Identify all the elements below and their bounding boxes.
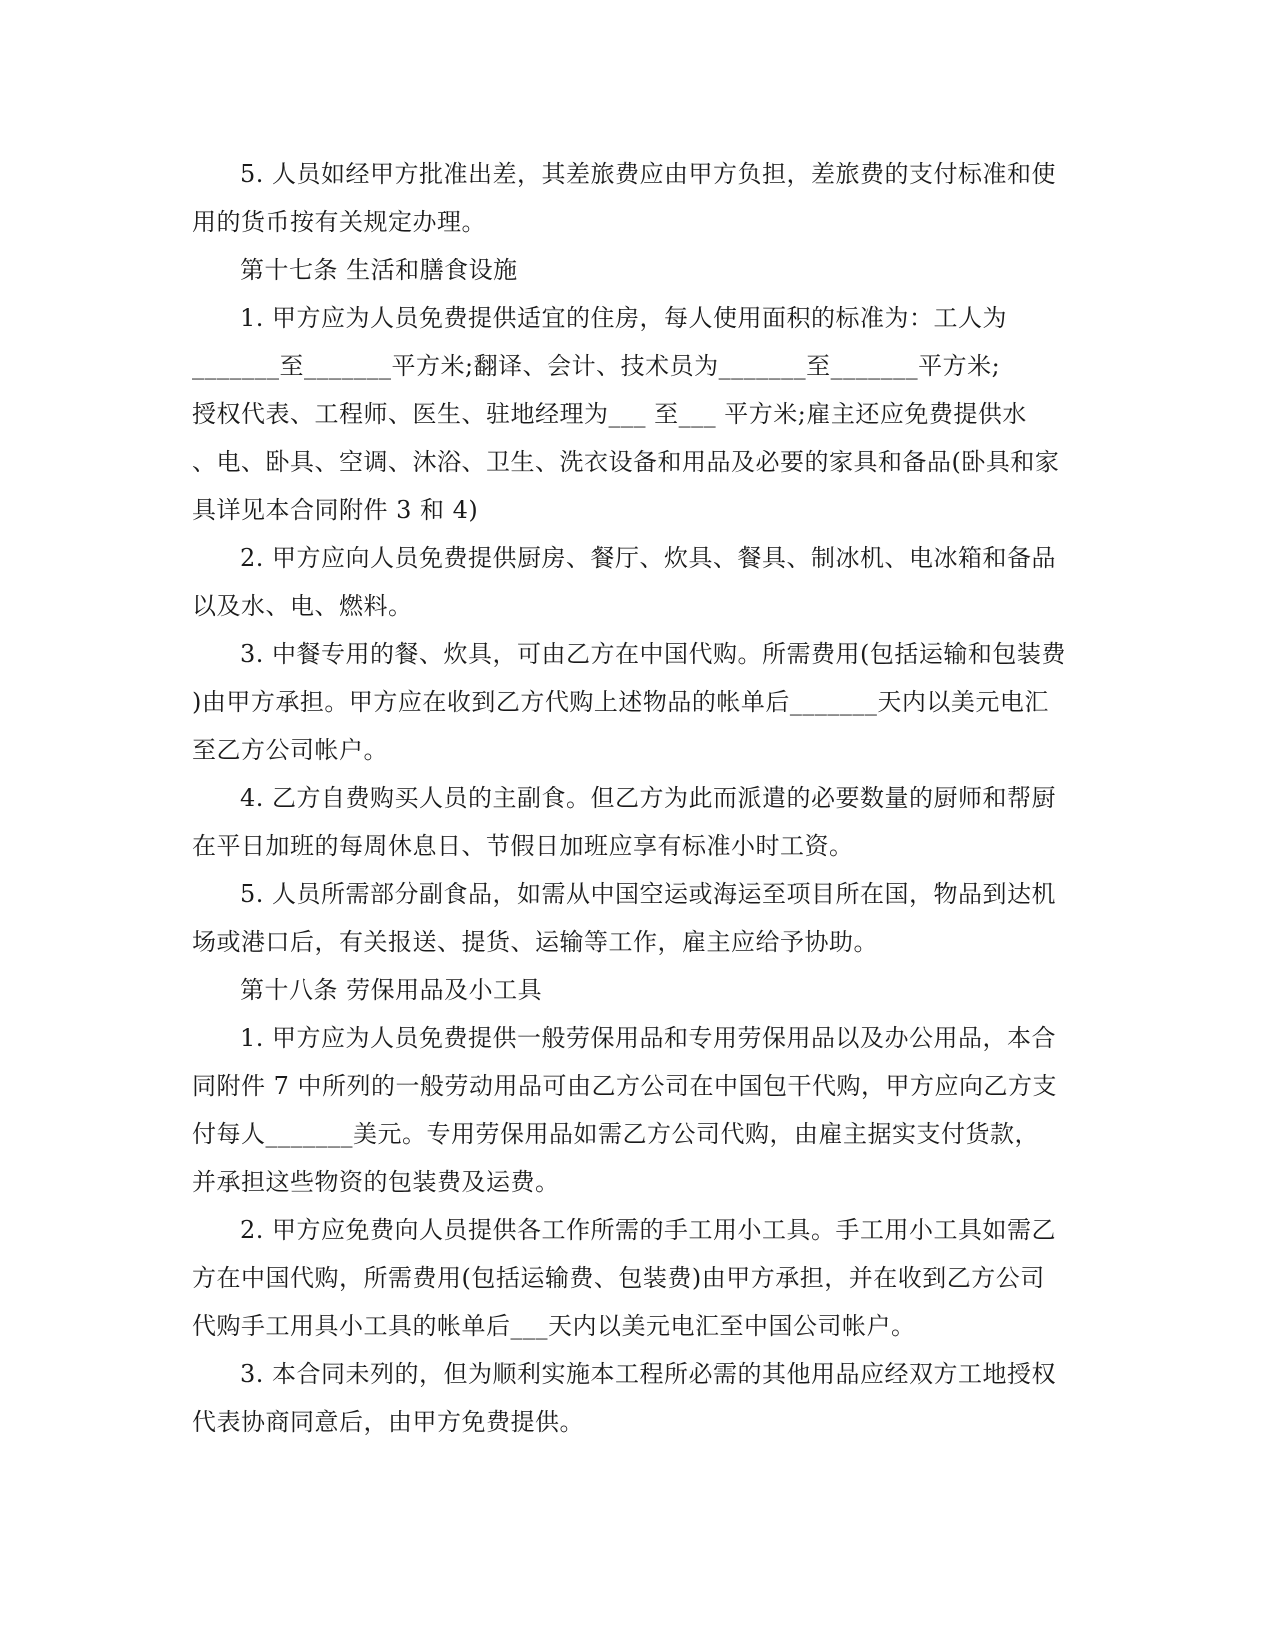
clause-paragraph — [192, 630, 1080, 774]
text-line: 用的货币按有关规定办理。 — [192, 208, 486, 236]
text-line: 5. 人员如经甲方批准出差，其差旅费应由甲方负担，差旅费的支付标准和使 — [240, 160, 1057, 188]
clause-paragraph — [192, 1206, 1080, 1350]
text-line: 场或港口后，有关报送、提货、运输等工作，雇主应给予协助。 — [192, 928, 878, 956]
clause-paragraph — [192, 534, 1080, 630]
text-line: 、电、卧具、空调、沐浴、卫生、洗衣设备和用品及必要的家具和备品(卧具和家 — [192, 448, 1060, 476]
text-line: 2. 甲方应向人员免费提供厨房、餐厅、炊具、餐具、制冰机、电冰箱和备品 — [240, 544, 1057, 572]
text-line: 具详见本合同附件 3 和 4) — [192, 496, 479, 524]
text-line: 付每人_______美元。专用劳保用品如需乙方公司代购，由雇主据实支付货款， — [192, 1120, 1039, 1148]
text-line: 同附件 7 中所列的一般劳动用品可由乙方公司在中国包干代购，甲方应向乙方支 — [192, 1072, 1058, 1100]
clause-paragraph — [192, 1350, 1080, 1446]
text-line: 代表协商同意后，由甲方免费提供。 — [192, 1408, 584, 1436]
clause-paragraph — [192, 774, 1080, 870]
text-line: 1. 甲方应为人员免费提供适宜的住房，每人使用面积的标准为：工人为 — [240, 304, 1008, 332]
clause-paragraph — [192, 150, 1080, 246]
text-line: 第十七条 生活和膳食设施 — [240, 256, 518, 284]
document-body — [192, 150, 1080, 1446]
text-line: 授权代表、工程师、医生、驻地经理为___ 至___ 平方米;雇主还应免费提供水 — [192, 400, 1027, 428]
text-line: 2. 甲方应免费向人员提供各工作所需的手工用小工具。手工用小工具如需乙 — [240, 1216, 1057, 1244]
text-line: 4. 乙方自费购买人员的主副食。但乙方为此而派遣的必要数量的厨师和帮厨 — [240, 784, 1057, 812]
text-line: 代购手工用具小工具的帐单后___天内以美元电汇至中国公司帐户。 — [192, 1312, 916, 1340]
text-line: 在平日加班的每周休息日、节假日加班应享有标准小时工资。 — [192, 832, 854, 860]
text-line: 至乙方公司帐户。 — [192, 736, 388, 764]
text-line: 方在中国代购，所需费用(包括运输费、包装费)由甲方承担，并在收到乙方公司 — [192, 1264, 1045, 1292]
document-page — [192, 150, 1080, 1446]
text-line: 1. 甲方应为人员免费提供一般劳保用品和专用劳保用品以及办公用品，本合 — [240, 1024, 1057, 1052]
article-heading — [192, 966, 1080, 1014]
text-line: 以及水、电、燃料。 — [192, 592, 413, 620]
clause-paragraph — [192, 870, 1080, 966]
text-line: 并承担这些物资的包装费及运费。 — [192, 1168, 560, 1196]
article-heading — [192, 246, 1080, 294]
clause-paragraph — [192, 1014, 1080, 1206]
text-line: 3. 中餐专用的餐、炊具，可由乙方在中国代购。所需费用(包括运输和包装费 — [240, 640, 1066, 668]
text-line: )由甲方承担。甲方应在收到乙方代购上述物品的帐单后_______天内以美元电汇 — [192, 688, 1049, 716]
text-line: _______至_______平方米;翻译、会计、技术员为_______至_______平方米; — [192, 352, 1001, 380]
text-line: 第十八条 劳保用品及小工具 — [240, 976, 543, 1004]
text-line: 3. 本合同未列的，但为顺利实施本工程所必需的其他用品应经双方工地授权 — [240, 1360, 1057, 1388]
text-line: 5. 人员所需部分副食品，如需从中国空运或海运至项目所在国，物品到达机 — [240, 880, 1057, 908]
clause-paragraph — [192, 294, 1080, 534]
